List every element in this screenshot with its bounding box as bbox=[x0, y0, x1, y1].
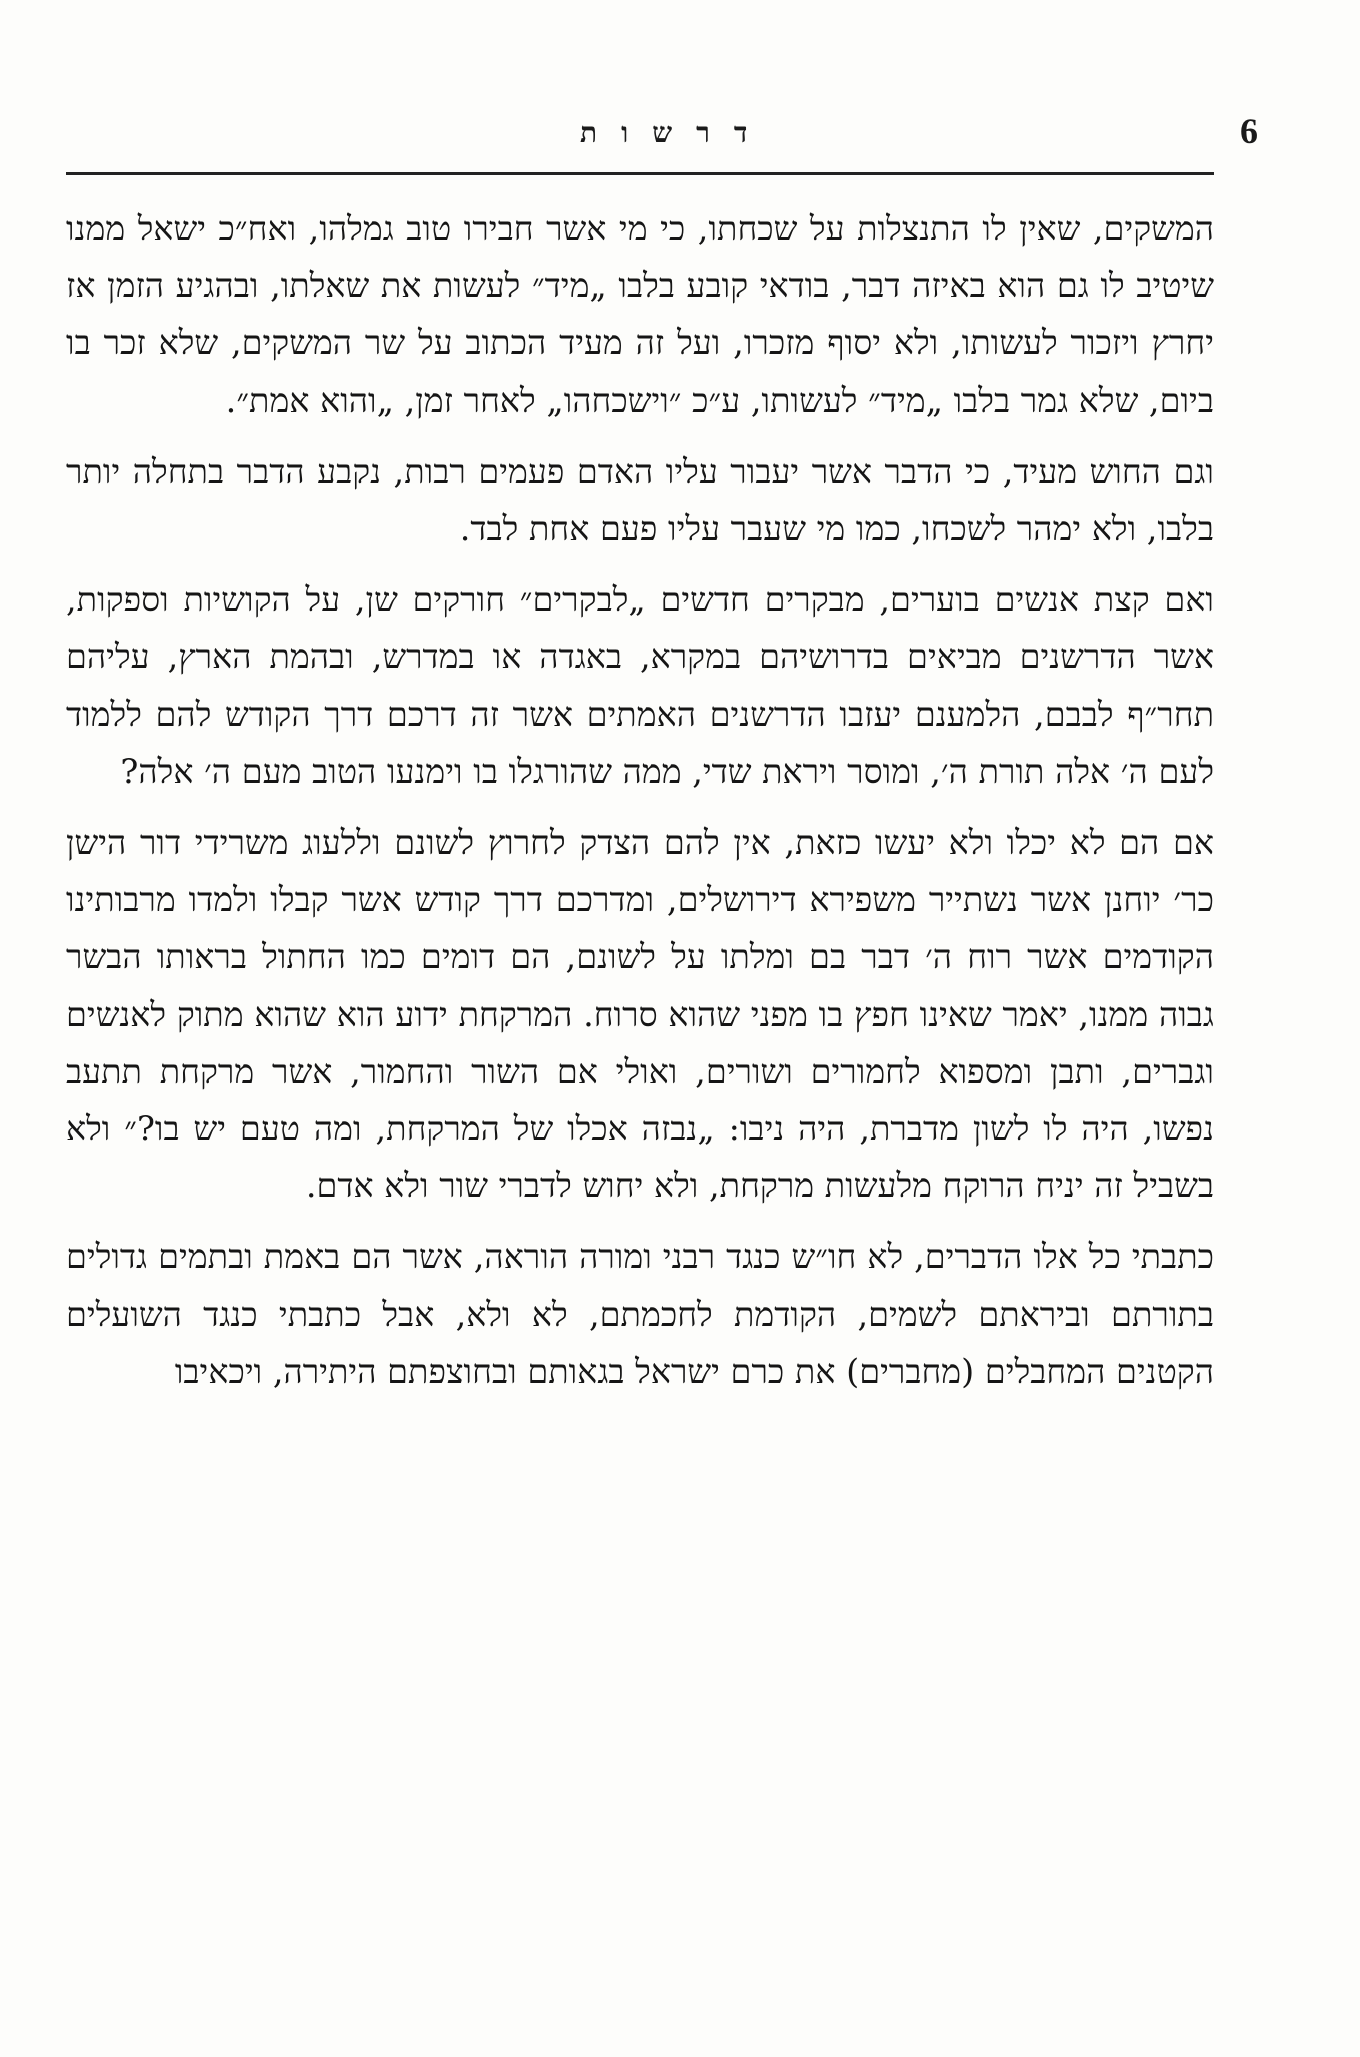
paragraph: ואם קצת אנשים בוערים, מבקרים חדשים „לבקרים״ חורקים שן, על הקושיות וספקות, אשר הדרשנים מביאים בדרושיהם במקרא, באגדה או במדרש, ובהמת הארץ, עליהם תחר״ף לבבם, הלמענם יעזבו הדרשנים האמתים אשר זה דרכם דרך הקודש להם ללמוד לעם ה׳ אלה תורת ה׳, ומוסר ויראת שדי, ממה שהורגלו בו וימנעו הטוב מעם ה׳ אלה? bbox=[66, 580, 1214, 791]
running-title: דרשות bbox=[580, 116, 772, 149]
paragraph: כתבתי כל אלו הדברים, לא חו״ש כנגד רבני ומורה הוראה, אשר הם באמת ובתמים גדולים בתורתם וביראתם לשמים, הקודמת לחכמתם, לא ולא, אבל כתבתי כנגד השועלים הקטנים המחבלים (מחברים) את כרם ישראל בגאותם ובחוצפתם היתירה, ויכאיבו bbox=[66, 1237, 1214, 1391]
page-header bbox=[80, 110, 1258, 170]
paragraph: וגם החוש מעיד, כי הדבר אשר יעבור עליו האדם פעמים רבות, נקבע הדבר בתחלה יותר בלבו, ולא ימהר לשכחו, כמו מי שעבר עליו פעם אחת לבד. bbox=[66, 451, 1214, 549]
paragraph: אם הם לא יכלו ולא יעשו כזאת, אין להם הצדק לחרוץ לשונם וללעוג משרידי דור הישן כר׳ יוחנן אשר נשתייר משפירא דירושלים, ומדרכם דרך קודש אשר קבלו ולמדו מרבותינו הקודמים אשר רוח ה׳ דבר בם ומלתו על לשונם, הם דומים כמו החתול בראותו הבשר גבוה ממנו, יאמר שאינו חפץ בו מפני שהוא סרוח. המרקחת ידוע הוא שהוא מתוק לאנשים וגברים, ותבן ומספוא לחמורים ושורים, ואולי אם השור והחמור, אשר מרקחת תתעב נפשו, היה לו לשון מדברת, היה ניבו: „נבזה אכלו של המרקחת, ומה טעם יש בו?״ ולא בשביל זה יניח הרוקח מלעשות מרקחת, ולא יחוש לדברי שור ולא אדם. bbox=[66, 823, 1214, 1206]
body-text bbox=[66, 200, 1214, 2000]
page-number: 6 bbox=[1240, 111, 1258, 151]
paragraph: המשקים, שאין לו התנצלות על שכחתו, כי מי אשר חבירו טוב גמלהו, ואח״כ ישאל ממנו שיטיב לו גם הוא באיזה דבר, בודאי קובע בלבו „מיד״ לעשות את שאלתו, ובהגיע הזמן אז יחרץ ויזכור לעשותו, ולא יסוף מזכרו, ועל זה מעיד הכתוב על שר המשקים, שלא זכר בו ביום, שלא גמר בלבו „מיד״ לעשותו, ע״כ ״וישכחהו„ לאחר זמן, „והוא אמת״. bbox=[66, 209, 1214, 420]
header-rule bbox=[66, 172, 1214, 175]
